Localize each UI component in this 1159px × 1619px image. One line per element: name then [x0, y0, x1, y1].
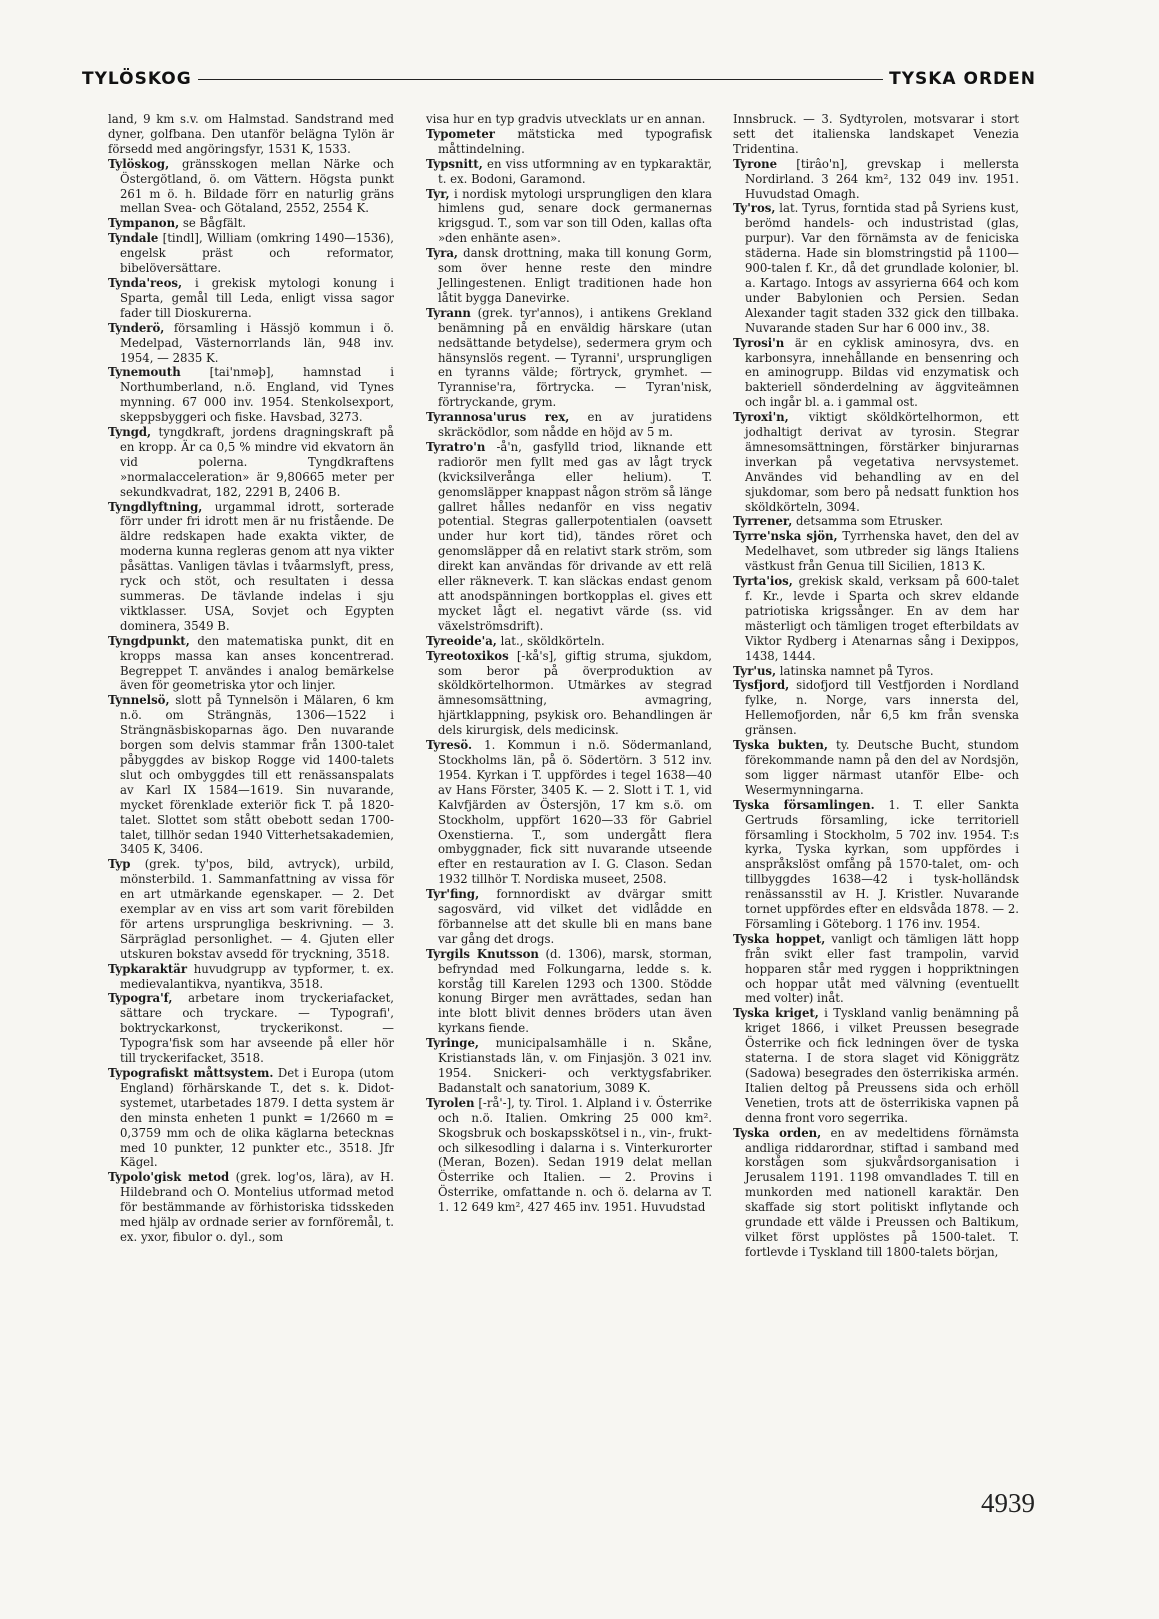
entry-text: (grek. log'os, lära), av H. Hildebrand och O. Montelius utformad metod för bestämmande av förhistoriska tidsskeden med hjälp av ordnade serier av fornföremål, t. ex. yxor, fibulor o. dyl., som — [120, 1170, 394, 1244]
column-3 — [733, 112, 1019, 1260]
entry-text: grekisk skald, verksam på 600-talet f. Kr., levde i Sparta och skrev eldande patriotiska krigssånger. En av dem har mästerligt och tämligen troget efterbildats av Viktor Rydberg i Atenarnas sång i Dexippos, 1438, 1444. — [745, 574, 1019, 663]
entry-headword: Tylöskog, — [108, 156, 170, 171]
entry-headword: Tyngdpunkt, — [108, 633, 190, 648]
entry-headword: Tyrone — [733, 156, 778, 171]
entry-headword: Tyngd, — [108, 425, 152, 440]
entry-headword: Tyngdlyftning, — [108, 499, 203, 514]
entry-headword: Ty'ros, — [733, 201, 776, 216]
entry-headword: Tyska församlingen. — [733, 797, 875, 812]
dictionary-entry — [108, 1170, 394, 1245]
dictionary-entry — [426, 157, 712, 187]
entry-text: vanligt och tämligen lätt hopp från svikt eller fast trampolin, varvid hopparen står med ryggen i hoppriktningen och hoppar utåt med välvning (eventuellt med volter) inåt. — [745, 931, 1019, 1006]
dictionary-entry — [108, 157, 394, 217]
entry-headword: Tyreoide'a, — [426, 633, 497, 648]
dictionary-entry — [733, 738, 1019, 798]
entry-headword: Typografiskt måttsystem. — [108, 1066, 274, 1080]
dictionary-entry — [733, 1006, 1019, 1125]
dictionary-entry — [108, 857, 394, 961]
dictionary-entry — [426, 187, 712, 247]
entry-headword: Typolo'gisk metod — [108, 1170, 230, 1185]
entry-headword: Tyrgils Knutsson — [426, 946, 539, 961]
entry-text: Tyrrhenska havet, den del av Medelhavet, som utbreder sig längs Italiens västkust från Genua till Sicilien, 1813 K. — [745, 529, 1019, 574]
entry-headword: Typometer — [426, 126, 495, 141]
dictionary-entry — [426, 410, 712, 440]
entry-text: ty. Deutsche Bucht, stundom förekommande namn på den del av Nordsjön, som ligger närmast utanför Elbe- och Wesermynningarna. — [745, 738, 1019, 797]
entry-text: gränsskogen mellan Närke och Östergötland, ö. om Vättern. Högsta punkt 261 m ö. h. Bildade förr en naturlig gräns mellan Svea- och Götaland, 2552, 2554 K. — [120, 156, 394, 216]
entry-text: mätsticka med typografisk måttindelning. — [438, 126, 712, 156]
dictionary-entry — [108, 500, 394, 634]
entry-headword: Tyratro'n — [426, 439, 486, 454]
dictionary-entry — [733, 514, 1019, 529]
entry-headword: Tyrolen — [426, 1095, 475, 1110]
dictionary-entry — [733, 1126, 1019, 1260]
running-header — [82, 66, 1036, 92]
entry-text: tyngdkraft, jordens dragningskraft på en kropp. Är ca 0,5 % mindre vid ekvatorn än vid polerna. Tyngdkraftens »normalacceleration» är 9,80665 meter per sekundkvadrat, 182, 2291 B, 2406 B. — [120, 425, 394, 499]
entry-headword: Tynderö, — [108, 320, 165, 335]
entry-text: dansk drottning, maka till konung Gorm, som över henne reste den mindre Jellingestenen. Enligt traditionen hade hon låtit bygga Danevirke. — [438, 246, 712, 305]
dictionary-entry — [426, 887, 712, 947]
entry-text: latinska namnet på Tyros. — [776, 663, 934, 678]
entry-text: [-kå's], giftig struma, sjukdom, som beror på överproduktion av sköldkörtelhormon. Utmärkes av stegrad ämnesomsättning, avmagring, hjärtklappning, psykisk oro. Behandlingen är dels kirurgisk, dels medicinsk. — [438, 648, 712, 738]
entry-text: visa hur en typ gradvis utvecklats ur en annan. — [426, 112, 706, 126]
column-1 — [108, 112, 394, 1245]
dictionary-entry — [426, 440, 712, 634]
entry-text: 1. Kommun i n.ö. Södermanland, Stockholms län, på ö. Södertörn. 3 512 inv. 1954. Kyrkan i T. uppfördes i tegel 1638—40 av Hans Förster, 3405 K. — 2. Slott i T. 1, vid Kalvfjärden av Östersjön, 17 km s.ö. om Stockholm, uppfört 1620—33 för Gabriel Oxenstierna. T., som undergått flera ombyggnader, fick sitt nuvarande utseende efter en restauration av I. G. Clason. Sedan 1932 tillhör T. Nordiska museet, 2508. — [438, 738, 712, 887]
dictionary-entry — [733, 574, 1019, 663]
dictionary-entry — [733, 157, 1019, 202]
entry-headword: Tyra, — [426, 246, 459, 261]
dictionary-entry — [733, 410, 1019, 514]
entry-text: urgammal idrott, sorterade förr under fri idrott men är nu fristående. De äldre redskapen hade exakta vikter, de moderna kunna regleras genom att nya vikter påsättas. Vanligen tävlas i tvåarmslyft, press, ryck och stöt, och resultaten i dessa summeras. De tävlande indelas i sju viktklasser. USA, Sovjet och Egypten dominera, 3549 B. — [120, 499, 394, 633]
entry-text: lat., sköldkörteln. — [496, 633, 605, 648]
entry-headword: Tyska kriget, — [733, 1006, 819, 1021]
header-rule — [198, 79, 883, 80]
entry-headword: Typkaraktär — [108, 961, 188, 976]
entry-headword: Tyr, — [426, 186, 450, 201]
entry-text: församling i Hässjö kommun i ö. Medelpad, Västernorrlands län, 948 inv. 1954, — 2835 K. — [120, 320, 394, 365]
entry-text: municipalsamhälle i n. Skåne, Kristianstads län, v. om Finjasjön. 3 021 inv. 1954. Snickeri- och verktygsfabriker. Badanstalt och sanatorium, 3089 K. — [438, 1036, 712, 1095]
entry-text: är en cyklisk aminosyra, dvs. en karbonsyra, innehållande en bensenring och en aminogrupp. Bildas vid enzymatisk och bakteriell sönderdelning av äggviteämnen och ingår bl. a. i gammal ost. — [745, 335, 1019, 410]
entry-text: [tirâo'n], grevskap i mellersta Nordirland. 3 264 km², 132 049 inv. 1951. Huvudstad Omagh. — [745, 156, 1019, 201]
entry-headword: Typ — [108, 857, 131, 872]
entry-text: en av medeltidens förnämsta andliga riddarordnar, stiftad i samband med korstågen som sjukvårdsorganisation i Jerusalem 1191. 1198 omvandlades T. till en munkorden med nationell karaktär. Den skaffade sig stort politiskt inflytande och grundade ett välde i Preussen och Baltikum, vilket först upplöstes på 1500-talet. T. fortlevde i Tyskland till 1800-talets början, — [745, 1125, 1020, 1259]
entry-headword: Tyresö. — [426, 738, 473, 753]
dictionary-entry — [108, 365, 394, 425]
dictionary-entry — [108, 231, 394, 276]
entry-text: [tindl], William (omkring 1490—1536), engelsk präst och reformator, bibelöversättare. — [120, 231, 394, 276]
entry-headword: Tyrta'ios, — [733, 574, 793, 589]
entry-text: land, 9 km s.v. om Halmstad. Sandstrand med dyner, golfbana. Den utanför belägna Tylön är försedd med angöringsfyr, 1531 K, 1533. — [108, 112, 394, 156]
entry-text: en viss utformning av en typkaraktär, t. ex. Bodoni, Garamond. — [438, 156, 712, 186]
dictionary-entry — [426, 306, 712, 410]
entry-headword: Tyndale — [108, 231, 159, 246]
dictionary-entry — [108, 991, 394, 1066]
entry-text: detsamma som Etrusker. — [792, 514, 944, 529]
entry-headword: Tyrosi'n — [733, 335, 785, 350]
dictionary-entry — [426, 738, 712, 887]
entry-headword: Typsnitt, — [426, 156, 483, 171]
dictionary-entry — [426, 246, 712, 306]
entry-headword: Tynnelsö, — [108, 693, 170, 708]
dictionary-entry — [108, 634, 394, 694]
dictionary-entry — [733, 664, 1019, 679]
entry-text: viktigt sköldkörtelhormon, ett jodhaltigt derivat av tyrosin. Stegrar ämnesomsättningen, förstärker binjurarnas inverkan på vegetativa nervsystemet. Användes vid behandling av en del sjukdomar, som bero på nedsatt funktion hos sköldkörteln, 3094. — [745, 410, 1019, 514]
dictionary-entry — [426, 1096, 712, 1215]
page-number: 4939 — [981, 1488, 1035, 1518]
dictionary-entry — [733, 529, 1019, 574]
dictionary-entry — [426, 634, 712, 649]
entry-text: fornnordiskt av dvärgar smitt sagosvärd, vid vilket det vidlådde en förbannelse att det skulle bli en mans bane var gång det drogs. — [438, 887, 712, 946]
dictionary-entry — [426, 947, 712, 1036]
dictionary-entry — [108, 321, 394, 366]
entry-headword: Typogra'f, — [108, 991, 173, 1006]
dictionary-entry — [426, 112, 712, 127]
entry-text: Det i Europa (utom England) förhärskande T., det s. k. Didot-systemet, utarbetades 1879. I detta system är den minsta enheten 1 punkt = 1/2660 m = 0,3759 mm och de olika käglarna betecknas med 10 punkter, 12 punkter etc., 3518. Jfr Kägel. — [120, 1066, 394, 1170]
entry-text: -å'n, gasfylld triod, liknande ett radiorör men fyllt med gas av lågt tryck (kvicksilverånga eller helium). T. genomsläpper knappast någon ström så länge gallret hålles nedanför en viss negativ potential. Stegras gallerpotentialen (oavsett under hur kort tid), tändes röret och genomsläpper då en relativt stark ström, som direkt kan användas för drivande av ett relä eller räkneverk. T. kan släckas endast genom att anodspänningen bortkopplas el. gives ett mycket lågt el. negativt värde (ss. vid växelströmsdrift). — [438, 439, 712, 633]
dictionary-entry — [426, 127, 712, 157]
dictionary-entry — [426, 1036, 712, 1096]
entry-text: slott på Tynnelsön i Mälaren, 6 km n.ö. om Strängnäs, 1306—1522 i Strängnäsbiskoparnas ägo. Den nuvarande borgen som delvis stammar från 1300-talet påbyggdes av biskop Rogge vid 1400-talets slut och ombyggdes till ett renässanspalats av Karl IX 1584—1619. Sin nuvarande, mycket förenklade exteriör fick T. på 1820-talet. Slottet som stått obebott sedan 1700-talet, tillhör sedan 1940 Vitterhetsakademien, 3405 K, 3406. — [120, 693, 394, 857]
entry-text: lat. Tyrus, forntida stad på Syriens kust, berömd handels- och industristad (glas, purpur). Var den förnämsta av de feniciska städerna. Hade sin blomstringstid på 1100—900-talen f. Kr., då det grundlade kolonier, bl. a. Kartago. Intogs av assyrierna 664 och kom under Babylonien och Persien. Sedan Alexander tagit staden 332 gick den tillbaka. Nuvarande staden Sur har 6 000 inv., 38. — [745, 201, 1019, 335]
entry-headword: Tynda'reos, — [108, 275, 183, 290]
dictionary-entry — [733, 932, 1019, 1007]
entry-headword: Tyr'us, — [733, 663, 777, 678]
entry-text: (grek. ty'pos, bild, avtryck), urbild, mönsterbild. 1. Sammanfattning av vissa för en art utmärkande egenskaper. — 2. Det exemplar av en viss art som varit förebilden för artens ursprungliga beskrivning. — 3. Särpräglad personlighet. — 4. Gjuten eller utskuren bokstav avsedd för tryckning, 3518. — [120, 857, 394, 961]
column-2 — [426, 112, 712, 1215]
entry-headword: Tynemouth — [108, 365, 181, 380]
entry-text: Innsbruck. — 3. Sydtyrolen, motsvarar i stort sett det italienska landskapet Venezia Tridentina. — [733, 112, 1019, 156]
entry-headword: Tyreotoxikos — [426, 648, 509, 663]
entry-headword: Tyska bukten, — [733, 738, 828, 753]
entry-headword: Tyska orden, — [733, 1125, 822, 1140]
entry-headword: Tyr'fing, — [426, 887, 480, 902]
entry-text: [tai'nməþ], hamnstad i Northumberland, n.ö. England, vid Tynes mynning. 67 000 inv. 1954. Stenkolsexport, skeppsbyggeri och fiske. Havsbad, 3273. — [120, 365, 394, 425]
dictionary-entry — [426, 649, 712, 738]
dictionary-entry — [733, 336, 1019, 411]
dictionary-entry — [108, 112, 394, 157]
header-right-word: TYSKA ORDEN — [889, 69, 1036, 89]
entry-headword: Tyringe, — [426, 1036, 479, 1051]
entry-text: en av juratidens skräcködlor, som nådde en höjd av 5 m. — [438, 410, 712, 440]
entry-headword: Tyroxi'n, — [733, 410, 789, 425]
entry-headword: Tyrre'nska sjön, — [733, 529, 838, 544]
entry-text: (grek. tyr'annos), i antikens Grekland benämning på en enväldig härskare (utan nedsättande betydelse), sedermera grym och hänsynslös regent. — Tyranni', ursprungligen en tyranns välde; förtryck, grymhet. — Tyrannise'ra, förtrycka. — Tyran'nisk, förtryckande, grym. — [438, 305, 712, 410]
dictionary-entry — [108, 216, 394, 231]
dictionary-entry — [108, 962, 394, 992]
entry-text: i Tyskland vanlig benämning på kriget 1866, i vilket Preussen besegrade Österrike och fick ledningen över de tyska staterna. I de stora slaget vid Königgrätz (Sadowa) besegrades den österrikiska armén. Italien deltog på Preussens sida och erhöll Venetien, trots att de österrikiska vapnen på denna front voro segerrika. — [745, 1006, 1020, 1125]
dictionary-entry — [108, 693, 394, 857]
entry-headword: Tyrann — [426, 305, 471, 320]
header-left-word: TYLÖSKOG — [82, 69, 192, 89]
entry-text: se Bågfält. — [179, 216, 247, 231]
entry-text: arbetare inom tryckeriafacket, sättare och tryckare. — Typografi', boktryckarkonst, tryckerikonst. — Typogra'fisk som har avseende på eller hör till tryckerifacket, 3518. — [120, 991, 394, 1066]
entry-text: (d. 1306), marsk, storman, befryndad med Folkungarna, ledde s. k. korståg till Karelen 1293 och 1300. Stödde konung Birger men avrättades, sedan han inte blott blivit dennes bröders utan även kyrkans fiende. — [438, 946, 712, 1036]
entry-text: sidofjord till Vestfjorden i Nordland fylke, n. Norge, vars innersta del, Hellemofjorden, når 6,5 km från svenska gränsen. — [745, 678, 1019, 738]
dictionary-entry — [733, 798, 1019, 932]
dictionary-entry — [733, 678, 1019, 738]
dictionary-entry — [733, 112, 1019, 157]
entry-text: huvudgrupp av typformer, t. ex. medievalantikva, nyantikva, 3518. — [120, 961, 394, 991]
entry-headword: Tysfjord, — [733, 678, 790, 693]
dictionary-entry — [108, 1066, 394, 1170]
entry-headword: Tyrrener, — [733, 514, 793, 529]
entry-headword: Tyrannosa'urus rex, — [426, 410, 570, 425]
entry-text: i nordisk mytologi ursprungligen den klara himlens gud, senare dock germanernas krigsgud. T., som var son till Oden, kallas ofta »den enhänte asen». — [438, 186, 712, 246]
entry-text: den matematiska punkt, dit en kropps massa kan anses koncentrerad. Begreppet T. användes i analog bemärkelse även för geometriska ytor och linjer. — [120, 633, 394, 693]
entry-headword: Tyska hoppet, — [733, 931, 826, 946]
entry-text: 1. T. eller Sankta Gertruds församling, icke territoriell församling i Stockholm, 5 702 inv. 1954. T:s kyrka, Tyska kyrkan, som uppfördes i anspråkslöst omfång på 1570-talet, om- och tillbyggdes 1638—42 i tysk-holländsk renässansstil av H. J. Kristler. Nuvarande tornet uppfördes efter en eldsvåda 1878. — 2. Församling i Göteborg. 1 176 inv. 1954. — [745, 797, 1019, 931]
entry-text: [-rå'-], ty. Tirol. 1. Alpland i v. Österrike och n.ö. Italien. Omkring 25 000 km². Skogsbruk och boskapsskötsel i n., vin-, frukt- och silkesodling i dalarna i s. Vinterkurorter (Meran, Bozen). Sedan 1919 delat mellan Österrike och Italien. — 2. Provins i Österrike, omfattande n. och ö. delarna av T. 1. 12 649 km², 427 465 inv. 1951. Huvudstad — [438, 1095, 712, 1215]
dictionary-entry — [733, 201, 1019, 335]
dictionary-entry — [108, 425, 394, 500]
entry-headword: Tympanon, — [108, 216, 180, 231]
entry-text: i grekisk mytologi konung i Sparta, gemål till Leda, enligt vissa sagor fader till Dioskurerna. — [120, 275, 394, 320]
dictionary-entry — [108, 276, 394, 321]
